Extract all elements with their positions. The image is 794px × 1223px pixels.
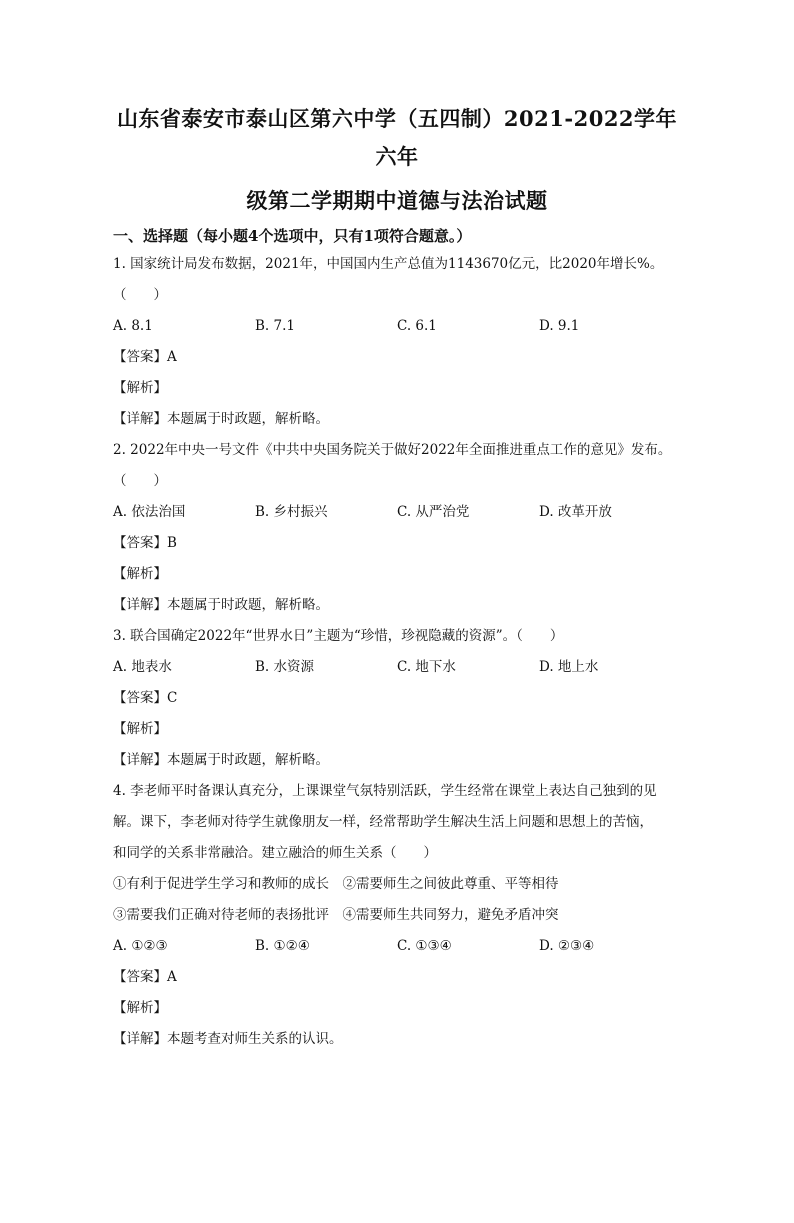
choice-d: D. 地上水 [539, 659, 599, 675]
choice-b: B. ①②④ [255, 938, 310, 954]
answer-line: 【答案】A [113, 969, 177, 985]
question-stem-line: ③需要我们正确对待老师的表扬批评 ④需要师生共同努力，避免矛盾冲突 [113, 907, 559, 923]
document-title-line-1: 山东省泰安市泰山区第六中学（五四制）2021-2022学年六年 [116, 106, 678, 169]
detail-tag: 【详解】 [113, 1031, 167, 1047]
section-heading: 一、选择题（每小题4个选项中，只有1项符合题意。） [113, 227, 472, 245]
choice-c: C. 地下水 [397, 659, 456, 675]
answer-line: 【答案】A [113, 349, 177, 365]
choice-d: D. 9.1 [539, 318, 580, 334]
detail-line [113, 1024, 681, 1055]
detail-line [113, 745, 681, 776]
choice-c: C. 从严治党 [397, 504, 470, 520]
choice-a: A. 地表水 [113, 659, 172, 675]
choice-d: D. ②③④ [539, 938, 595, 954]
question-stem-line: 解。课下，李老师对待学生就像朋友一样，经常帮助学生解决生活上问题和思想上的苦恼， [113, 814, 653, 830]
detail-text: 本题考查对师生关系的认识。 [167, 1031, 343, 1047]
analysis-line: 【解析】 [113, 721, 167, 737]
question-2 [113, 435, 681, 621]
choice-b: B. 乡村振兴 [255, 504, 328, 520]
choice-row [113, 652, 681, 683]
question-stem-line: （ ） [113, 473, 167, 489]
question-stem-line: 1. 国家统计局发布数据，2021年，中国国内生产总值为1143670亿元，比2020年增长%。 [113, 256, 664, 272]
question-3 [113, 621, 681, 776]
document-page [0, 100, 794, 1223]
document-title-line-2: 级第二学期期中道德与法治试题 [246, 188, 548, 213]
analysis-line: 【解析】 [113, 1000, 167, 1016]
answer-line: 【答案】B [113, 535, 177, 551]
analysis-line: 【解析】 [113, 566, 167, 582]
detail-line [113, 590, 681, 621]
detail-tag: 【详解】 [113, 752, 167, 768]
detail-tag: 【详解】 [113, 411, 167, 427]
choice-c: C. 6.1 [397, 318, 437, 334]
question-stem-line: （ ） [113, 287, 167, 303]
question-stem-line: 3. 联合国确定2022年“世界水日”主题为“珍惜，珍视隐藏的资源”。（ ） [113, 628, 564, 644]
detail-text: 本题属于时政题，解析略。 [167, 411, 329, 427]
choice-row [113, 931, 681, 962]
choice-row [113, 497, 681, 528]
detail-tag: 【详解】 [113, 597, 167, 613]
answer-line: 【答案】C [113, 690, 178, 706]
choice-row [113, 311, 681, 342]
question-stem-line: 2. 2022年中央一号文件《中共中央国务院关于做好2022年全面推进重点工作的意见》发布。 [113, 442, 672, 458]
choice-a: A. 8.1 [113, 318, 153, 334]
choice-d: D. 改革开放 [539, 504, 612, 520]
detail-text: 本题属于时政题，解析略。 [167, 752, 329, 768]
question-stem-line: 和同学的关系非常融洽。建立融洽的师生关系（ ） [113, 845, 437, 861]
question-stem-line: 4. 李老师平时备课认真充分，上课课堂气氛特别活跃，学生经常在课堂上表达自己独到的见 [113, 783, 657, 799]
question-stem-line: ①有利于促进学生学习和教师的成长 ②需要师生之间彼此尊重、平等相待 [113, 876, 559, 892]
analysis-line: 【解析】 [113, 380, 167, 396]
question-1 [113, 249, 681, 435]
choice-b: B. 7.1 [255, 318, 295, 334]
question-4 [113, 776, 681, 1055]
detail-line [113, 404, 681, 435]
choice-c: C. ①③④ [397, 938, 452, 954]
choice-a: A. ①②③ [113, 938, 168, 954]
detail-text: 本题属于时政题，解析略。 [167, 597, 329, 613]
choice-b: B. 水资源 [255, 659, 315, 675]
choice-a: A. 依法治国 [113, 504, 186, 520]
